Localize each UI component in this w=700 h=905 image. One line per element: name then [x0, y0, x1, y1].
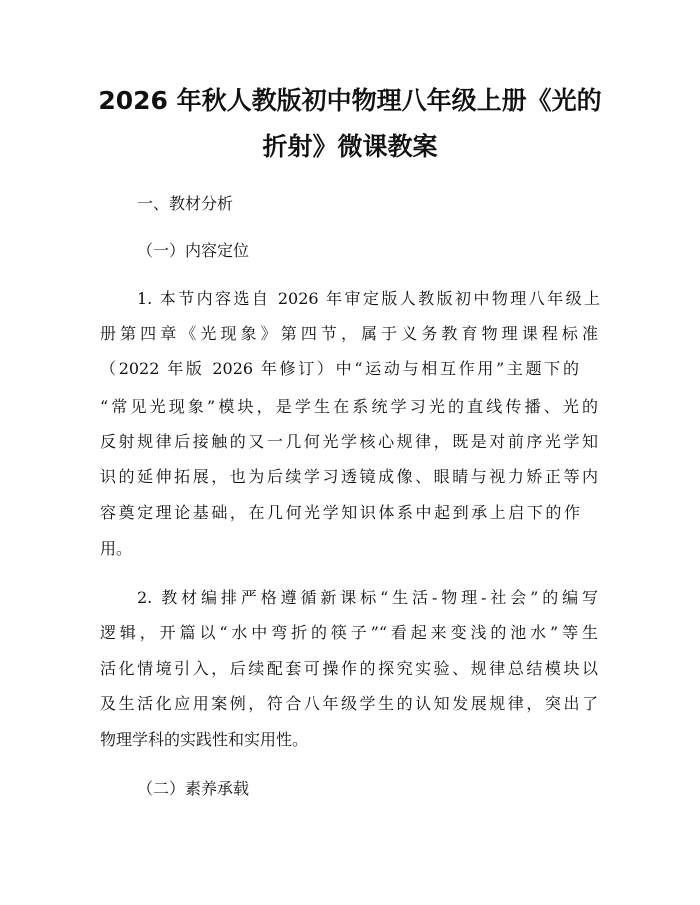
paragraph-line: （2022 年版 2026 年修订）中“运动与相互作用”主题下的 [100, 359, 579, 378]
paragraph-line: 容奠定理论基础，在几何光学知识体系中起到承上启下的作 [100, 503, 580, 522]
document-title-line-1: 2026 年秋人教版初中物理八年级上册《光的 [98, 86, 602, 115]
paragraph-line: 册第四章《光现象》第四节，属于义务教育物理课程标准 [100, 324, 598, 343]
paragraph-line: 逻辑，开篇以“水中弯折的筷子”“看起来变浅的池水”等生 [100, 623, 598, 642]
paragraph-line: 用。 [100, 539, 133, 558]
paragraph-line: 活化情境引入，后续配套可操作的探究实验、规律总结模块以 [100, 659, 598, 678]
paragraph-line: 2. 教材编排严格遵循新课标“生活-物理-社会”的编写 [137, 588, 598, 607]
document-title-line-2: 折射》微课教案 [262, 132, 438, 161]
paragraph-line: 识的延伸拓展，也为后续学习透镜成像、眼睛与视力矫正等内 [100, 467, 598, 486]
paragraph-line: 物理学科的实践性和实用性。 [100, 730, 309, 749]
section-heading-textbook-analysis: 一、教材分析 [137, 194, 234, 213]
subsection-heading-content-positioning: （一）内容定位 [137, 241, 250, 260]
paragraph-line: 反射规律后接触的又一几何光学核心规律，既是对前序光学知 [100, 432, 598, 451]
subsection-heading-literacy: （二）素养承载 [137, 779, 250, 798]
paragraph-line: 及生活化应用案例，符合八年级学生的认知发展规律，突出了 [100, 694, 598, 713]
paragraph-line: “常见光现象”模块，是学生在系统学习光的直线传播、光的 [100, 397, 598, 416]
paragraph-line: 1. 本节内容选自 2026 年审定版人教版初中物理八年级上 [137, 289, 600, 308]
